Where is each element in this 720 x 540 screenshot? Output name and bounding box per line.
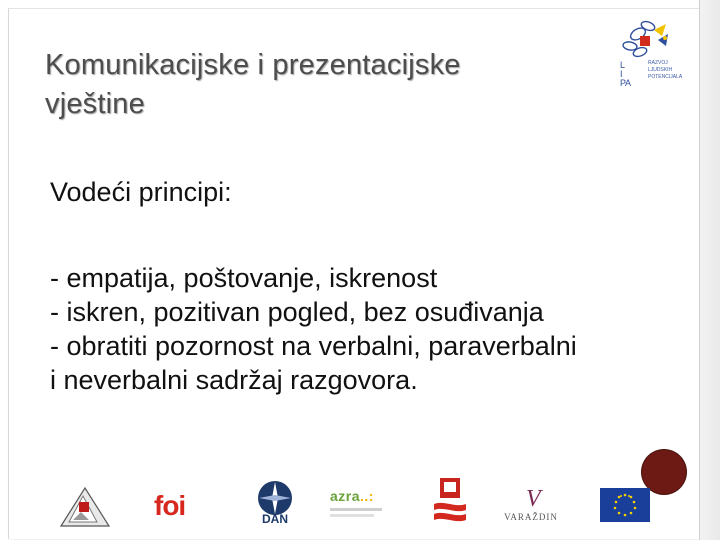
varazdin-county-logo <box>430 476 470 528</box>
logo-text-2: LJUDSKIH <box>648 67 673 73</box>
zz-shield-icon <box>55 484 115 530</box>
coat-of-arms-icon <box>430 476 470 528</box>
logo-text-1: RAZVOJ <box>648 60 668 66</box>
varazdin-logo-text: VARAŽDIN <box>504 512 558 522</box>
dan-logo-text: DAN <box>262 512 288 526</box>
svg-text:A: A <box>625 78 632 88</box>
foi-logo-text: foi <box>154 490 186 521</box>
zz-logo <box>55 484 115 530</box>
intro-text: Vodeći principi: <box>50 177 232 207</box>
dan-logo <box>250 478 300 528</box>
bullet-2: - iskren, pozitivan pogled, bez osuđivanja <box>50 297 544 327</box>
bullet-1: - empatija, poštovanje, iskrenost <box>50 263 438 293</box>
slide-body <box>50 175 690 397</box>
slide-edge-rail <box>699 0 720 540</box>
svg-text:I: I <box>620 69 623 79</box>
bullet-3: - obratiti pozornost na verbalni, paraverbalni <box>50 331 577 361</box>
slide-title-line2: vještine <box>45 88 145 120</box>
svg-text:P: P <box>620 78 627 88</box>
svg-text:L: L <box>620 60 626 70</box>
azra-logo: azra..: <box>330 488 392 524</box>
varazdin-logo: V VARAŽDIN <box>504 486 558 522</box>
eu-flag <box>600 488 650 522</box>
azra-logo-text: azra <box>330 488 361 504</box>
logo-text-3: POTENCIJALA <box>648 74 683 80</box>
bullet-4: i neverbalni sadržaj razgovora. <box>50 365 418 395</box>
agency-logo <box>618 16 694 90</box>
foi-logo <box>154 490 198 522</box>
eu-flag-icon <box>600 488 650 522</box>
slide-title-line1: Komunikacijske i prezentacijske <box>45 49 461 81</box>
slide-title <box>45 46 615 124</box>
